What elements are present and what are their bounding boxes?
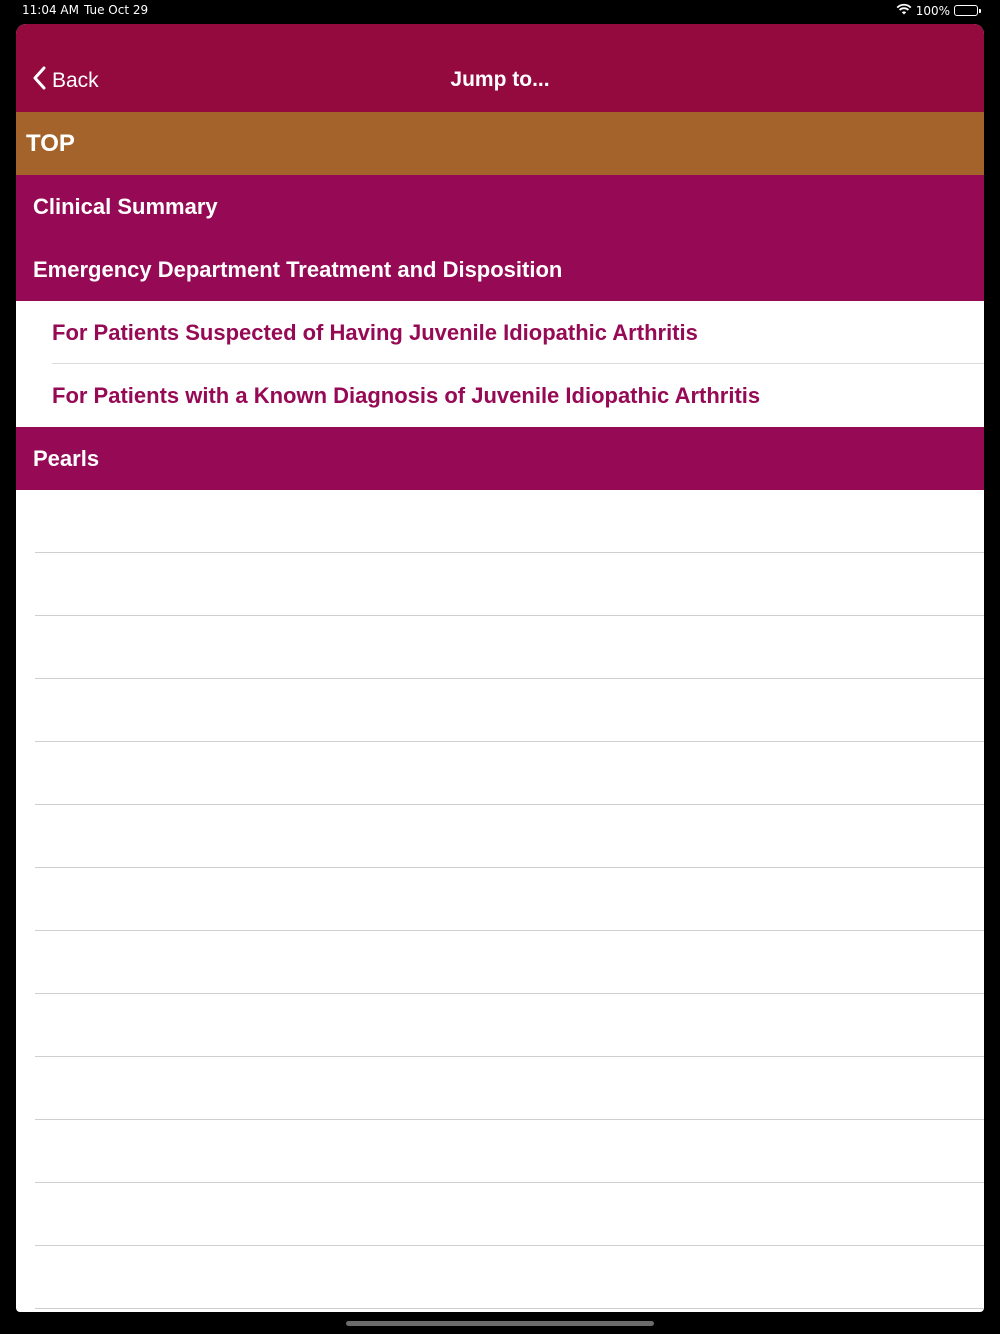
empty-row (35, 868, 984, 931)
empty-row (35, 1120, 984, 1183)
jump-to-sheet (16, 24, 984, 1312)
battery-icon (954, 5, 978, 16)
status-right (896, 3, 978, 18)
empty-row (35, 1246, 984, 1309)
wifi-icon (896, 3, 912, 18)
page-title: Jump to... (450, 68, 550, 91)
empty-row (35, 616, 984, 679)
jump-row-suspected-jia[interactable]: For Patients Suspected of Having Juvenile Idiopathic Arthritis (16, 301, 984, 364)
empty-row (35, 1183, 984, 1246)
empty-row (35, 994, 984, 1057)
jump-row-clinical-summary[interactable]: Clinical Summary (16, 175, 984, 238)
empty-row (35, 1057, 984, 1120)
home-indicator[interactable] (346, 1321, 654, 1326)
empty-row (35, 742, 984, 805)
back-label: Back (52, 69, 99, 92)
jump-row-top[interactable]: TOP (16, 112, 984, 175)
empty-row (35, 490, 984, 553)
status-time: 11:04 AM (22, 3, 79, 17)
jump-row-ed-treatment[interactable]: Emergency Department Treatment and Disposition (16, 238, 984, 301)
empty-list-area (16, 490, 984, 1309)
battery-percent: 100% (915, 3, 950, 18)
empty-row (35, 931, 984, 994)
navigation-bar (16, 24, 984, 112)
empty-row (35, 805, 984, 868)
empty-row (35, 553, 984, 616)
jump-row-pearls[interactable]: Pearls (16, 427, 984, 490)
status-bar (0, 0, 1000, 22)
jump-row-known-jia[interactable]: For Patients with a Known Diagnosis of Juvenile Idiopathic Arthritis (16, 364, 984, 427)
empty-row (35, 679, 984, 742)
status-date: Tue Oct 29 (84, 3, 149, 17)
